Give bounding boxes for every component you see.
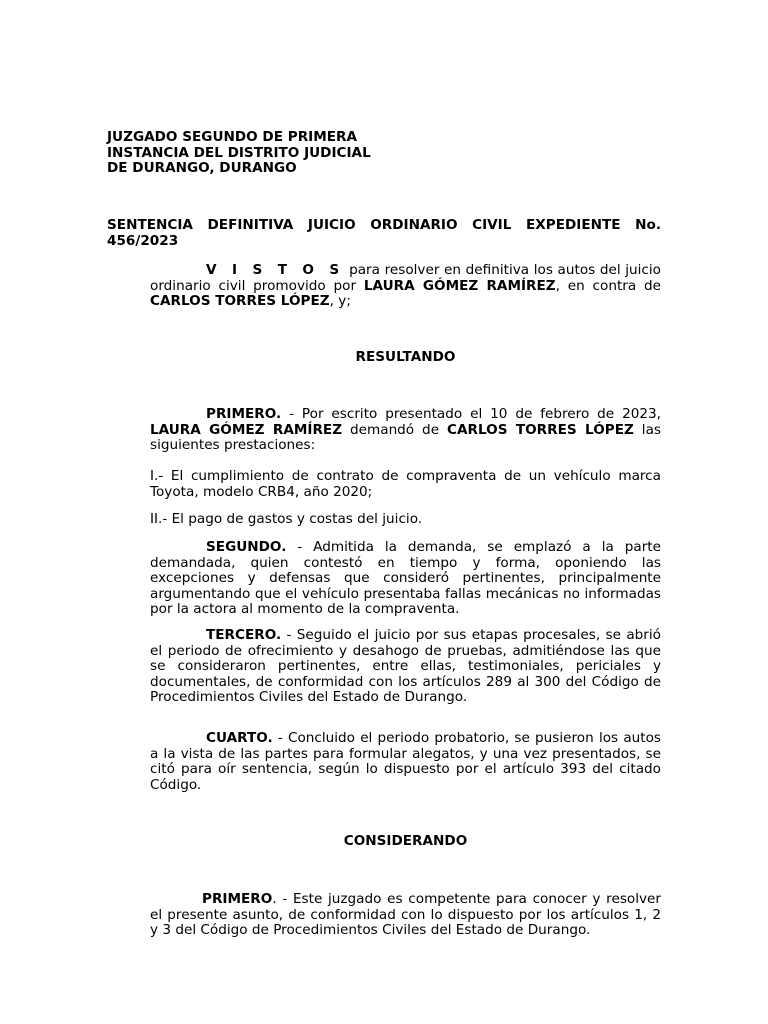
resultando-segundo: [150, 540, 661, 618]
considerando-primero-lead: PRIMERO: [202, 891, 273, 907]
segundo-text: - Admitida la demanda, se emplazó a la parte demandada, quien contestó en tiempo y forma, oponiendo las excepciones y defensas que consideró pertinentes, principalmente argumentando que el vehículo presentaba fallas mecánicas no informadas por la actora al momento de la compraventa.: [150, 539, 661, 618]
vistos-text-2: , en contra de: [555, 277, 662, 294]
resultando-cuarto: [150, 731, 661, 793]
court-line-3: DE DURANGO, DURANGO: [107, 160, 297, 177]
court-line-1: JUZGADO SEGUNDO DE PRIMERA: [107, 129, 358, 145]
prestacion-item-1: I.- El cumplimiento de contrato de compraventa de un vehículo marca Toyota, modelo CRB4, año 2020;: [150, 468, 661, 500]
primero-plaintiff: LAURA GÓMEZ RAMÍREZ: [150, 421, 343, 438]
resultando-heading: RESULTANDO: [355, 349, 456, 365]
vistos-lead: V I S T O S: [206, 262, 345, 278]
segundo-lead: SEGUNDO.: [206, 539, 287, 555]
resultando-primero: [150, 407, 661, 454]
considerando-primero-text: . - Este juzgado es competente para conocer y resolver el presente asunto, de conformidad con lo dispuesto por los artículos 1, 2 y 3 del Código de Procedimientos Civiles del Estado de Durango.: [150, 891, 661, 939]
vistos-text-3: , y;: [329, 293, 351, 310]
primero-text-2: demandó de: [342, 421, 447, 438]
prestacion-item-2: II.- El pago de gastos y costas del juicio.: [150, 511, 423, 527]
court-line-2: INSTANCIA DEL DISTRITO JUDICIAL: [107, 144, 371, 161]
court-header: [107, 130, 667, 177]
vistos-text-1: para resolver en definitiva los autos del juicio ordinario civil promovido por: [150, 262, 661, 294]
sentence-title: SENTENCIA DEFINITIVA JUICIO ORDINARIO CIVIL EXPEDIENTE No. 456/2023: [107, 217, 661, 249]
resultando-tercero: [150, 628, 661, 706]
cuarto-text: - Concluido el periodo probatorio, se pusieron los autos a la vista de las partes para formular alegatos, y una vez presentados, se citó para oír sentencia, según lo dispuesto por el artículo 393 del citado Código.: [150, 730, 661, 793]
primero-defendant: CARLOS TORRES LÓPEZ: [447, 421, 634, 438]
primero-lead: PRIMERO.: [206, 406, 282, 422]
vistos-paragraph: [150, 263, 661, 310]
primero-text-1: - Por escrito presentado el 10 de febrero de 2023,: [281, 406, 661, 422]
considerando-primero: [150, 892, 661, 939]
tercero-text: - Seguido el juicio por sus etapas procesales, se abrió el periodo de ofrecimiento y desahogo de pruebas, admitiéndose las que se consideraron pertinentes, entre ellas, testimoniales, periciales y documentales, de conformidad con los artículos 289 al 300 del Código de Procedimientos Civiles del Estado de Durango.: [150, 627, 661, 706]
tercero-lead: TERCERO.: [206, 627, 282, 643]
cuarto-lead: CUARTO.: [206, 730, 273, 746]
plaintiff-name: LAURA GÓMEZ RAMÍREZ: [363, 277, 556, 294]
primero-text-3: las siguientes prestaciones:: [150, 421, 662, 454]
considerando-heading: CONSIDERANDO: [343, 833, 468, 849]
defendant-name: CARLOS TORRES LÓPEZ: [150, 293, 330, 310]
